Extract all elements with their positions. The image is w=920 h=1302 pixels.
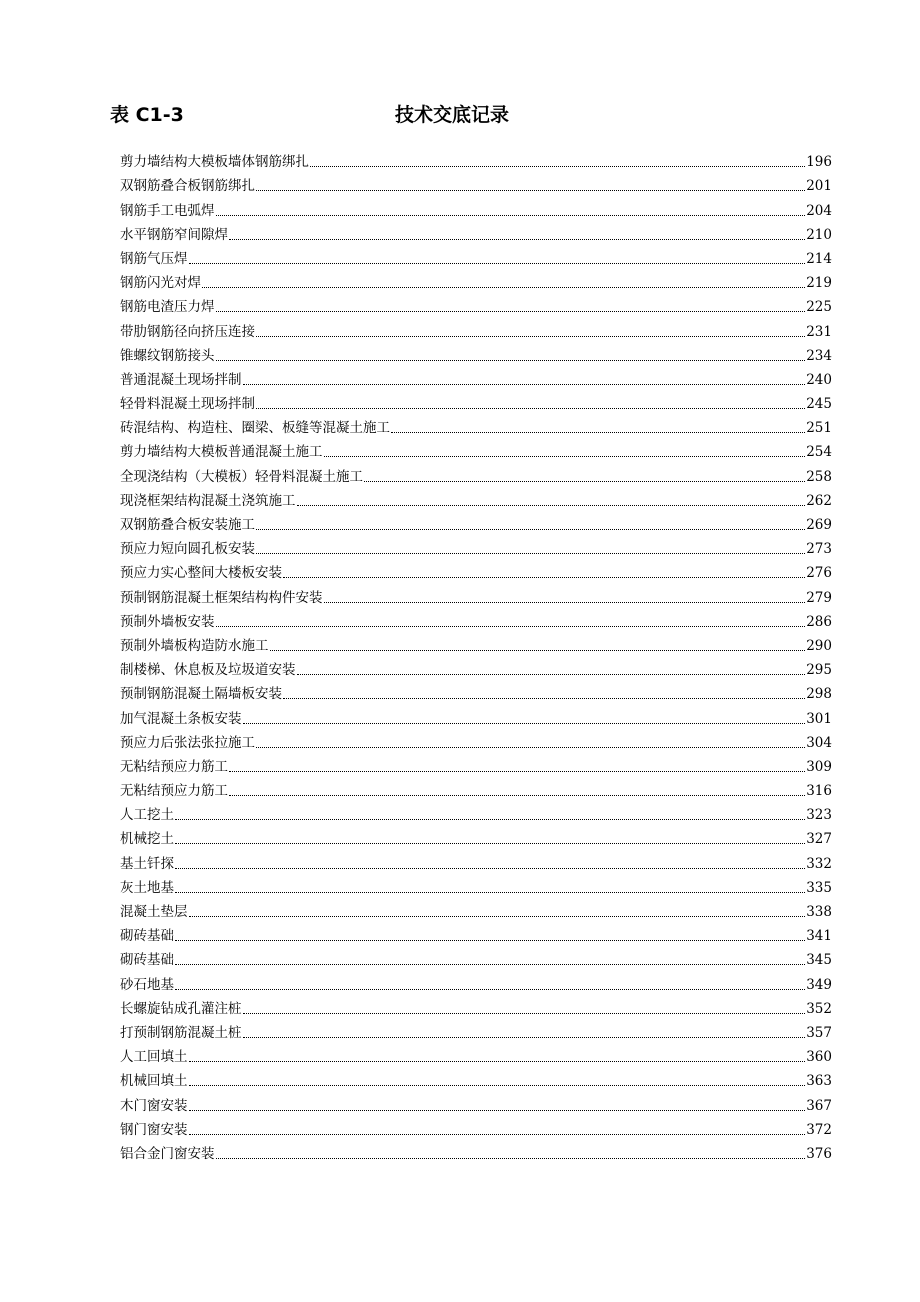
dot-leader xyxy=(243,383,806,385)
toc-entry-page-number: 341 xyxy=(806,928,832,945)
toc-entry[interactable] xyxy=(120,509,832,533)
toc-entry[interactable] xyxy=(120,388,832,412)
dot-leader xyxy=(216,1157,806,1159)
toc-entry-page-number: 349 xyxy=(806,976,832,993)
toc-entry[interactable] xyxy=(120,872,832,896)
toc-entry[interactable] xyxy=(120,146,832,170)
toc-entry-page-number: 286 xyxy=(806,613,832,630)
toc-entry-page-number: 332 xyxy=(806,855,832,872)
toc-entry-label: 基土钎探 xyxy=(120,855,174,872)
toc-entry-page-number: 372 xyxy=(806,1121,832,1138)
toc-entry-label: 长螺旋钻成孔灌注桩 xyxy=(120,1000,242,1017)
toc-entry[interactable] xyxy=(120,194,832,218)
toc-entry-label: 钢筋电渣压力焊 xyxy=(120,299,215,316)
dot-leader xyxy=(175,891,805,893)
dot-leader xyxy=(216,359,806,361)
toc-entry-label: 预制外墙板安装 xyxy=(120,613,215,630)
toc-entry[interactable] xyxy=(120,1065,832,1089)
toc-entry[interactable] xyxy=(120,485,832,509)
toc-entry-page-number: 335 xyxy=(806,879,832,896)
dot-leader xyxy=(175,842,805,844)
toc-entry-label: 钢筋闪光对焊 xyxy=(120,275,201,292)
toc-entry-page-number: 338 xyxy=(806,904,832,920)
toc-entry-label: 铝合金门窗安装 xyxy=(120,1145,215,1162)
toc-entry[interactable] xyxy=(120,751,832,775)
toc-entry[interactable] xyxy=(120,412,832,436)
dot-leader xyxy=(297,504,806,506)
toc-entry-label: 砂石地基 xyxy=(120,976,174,993)
toc-entry-label: 人工挖土 xyxy=(120,807,174,824)
toc-entry[interactable] xyxy=(120,993,832,1017)
toc-entry[interactable] xyxy=(120,267,832,291)
toc-entry-label: 灰土地基 xyxy=(120,879,174,896)
toc-entry-page-number: 273 xyxy=(806,541,832,558)
toc-entry-label: 预制钢筋混凝土框架结构构件安装 xyxy=(120,589,323,606)
toc-entry-label: 砌砖基础 xyxy=(120,952,174,969)
toc-entry-page-number: 352 xyxy=(806,1000,832,1017)
toc-entry-label: 钢筋气压焊 xyxy=(120,250,188,267)
toc-entry-page-number: 301 xyxy=(806,710,832,727)
dot-leader xyxy=(256,746,805,748)
toc-entry-label: 无粘结预应力筋工 xyxy=(120,783,228,800)
toc-entry-label: 预制外墙板构造防水施工 xyxy=(120,637,269,654)
toc-entry-label: 机械回填土 xyxy=(120,1073,188,1090)
dot-leader xyxy=(175,963,805,965)
toc-entry-label: 木门窗安装 xyxy=(120,1097,188,1114)
toc-entry[interactable] xyxy=(120,1041,832,1065)
toc-entry[interactable] xyxy=(120,630,832,654)
toc-entry-label: 普通混凝土现场拌制 xyxy=(120,371,242,388)
toc-entry-page-number: 304 xyxy=(806,734,832,751)
toc-entry-page-number: 357 xyxy=(806,1024,832,1041)
toc-entry-page-number: 316 xyxy=(806,783,832,800)
dot-leader xyxy=(189,262,806,264)
toc-entry[interactable] xyxy=(120,847,832,871)
toc-entry-label: 轻骨料混凝土现场拌制 xyxy=(120,396,255,413)
toc-entry[interactable] xyxy=(120,340,832,364)
dot-leader xyxy=(297,673,806,675)
toc-entry[interactable] xyxy=(120,727,832,751)
toc-entry-page-number: 269 xyxy=(806,517,832,533)
toc-entry[interactable] xyxy=(120,944,832,968)
toc-entry[interactable] xyxy=(120,654,832,678)
dot-leader xyxy=(175,818,805,820)
dot-leader xyxy=(283,576,805,578)
toc-entry[interactable] xyxy=(120,606,832,630)
toc-entry-page-number: 204 xyxy=(806,202,832,219)
dot-leader xyxy=(175,867,805,869)
toc-entry-label: 混凝土垫层 xyxy=(120,904,188,920)
toc-entry-label: 全现浇结构（大模板）轻骨料混凝土施工 xyxy=(120,468,363,485)
toc-entry-page-number: 254 xyxy=(806,444,832,461)
toc-entry[interactable] xyxy=(120,920,832,944)
dot-leader xyxy=(391,431,805,433)
toc-entry[interactable] xyxy=(120,364,832,388)
toc-entry-page-number: 245 xyxy=(806,396,832,413)
dot-leader xyxy=(229,770,805,772)
dot-leader xyxy=(229,794,805,796)
toc-entry[interactable] xyxy=(120,1089,832,1113)
toc-entry[interactable] xyxy=(120,799,832,823)
toc-entry-page-number: 210 xyxy=(806,226,832,243)
dot-leader xyxy=(256,407,805,409)
toc-entry-label: 双钢筋叠合板安装施工 xyxy=(120,517,255,533)
toc-entry-page-number: 214 xyxy=(806,250,832,267)
toc-entry-label: 锥螺纹钢筋接头 xyxy=(120,347,215,364)
dot-leader xyxy=(175,939,805,941)
toc-entry-label: 加气混凝土条板安装 xyxy=(120,710,242,727)
toc-entry-page-number: 327 xyxy=(806,831,832,848)
toc-entry-page-number: 290 xyxy=(806,637,832,654)
toc-entry-label: 制楼梯、休息板及垃圾道安装 xyxy=(120,662,296,679)
toc-entry-page-number: 219 xyxy=(806,275,832,292)
toc-entry[interactable] xyxy=(120,823,832,847)
toc-entry[interactable] xyxy=(120,968,832,992)
toc-entry-label: 预制钢筋混凝土隔墙板安装 xyxy=(120,686,282,703)
dot-leader xyxy=(202,286,805,288)
dot-leader xyxy=(324,455,806,457)
toc-entry-page-number: 363 xyxy=(806,1073,832,1090)
toc-entry-label: 剪力墙结构大模板普通混凝土施工 xyxy=(120,444,323,461)
toc-entry-page-number: 367 xyxy=(806,1097,832,1114)
toc-entry-page-number: 376 xyxy=(806,1145,832,1162)
toc-entry-page-number: 225 xyxy=(806,299,832,316)
toc-entry-label: 机械挖土 xyxy=(120,831,174,848)
toc-entry-page-number: 309 xyxy=(806,758,832,775)
dot-leader xyxy=(175,988,805,990)
dot-leader xyxy=(256,189,805,191)
dot-leader xyxy=(364,480,805,482)
toc-entry-label: 水平钢筋窄间隙焊 xyxy=(120,226,228,243)
dot-leader xyxy=(189,915,806,917)
toc-entry-page-number: 251 xyxy=(806,420,832,437)
toc-entry-label: 钢门窗安装 xyxy=(120,1121,188,1138)
toc-entry-page-number: 201 xyxy=(806,178,832,195)
toc-entry[interactable] xyxy=(120,460,832,484)
toc-entry[interactable] xyxy=(120,291,832,315)
toc-entry-label: 无粘结预应力筋工 xyxy=(120,758,228,775)
toc-entry[interactable] xyxy=(120,557,832,581)
toc-entry-label: 砖混结构、构造柱、圈梁、板缝等混凝土施工 xyxy=(120,420,390,437)
toc-entry-page-number: 262 xyxy=(806,492,832,509)
dot-leader xyxy=(243,1012,806,1014)
toc-entry[interactable] xyxy=(120,678,832,702)
toc-entry[interactable] xyxy=(120,702,832,726)
toc-entry[interactable] xyxy=(120,436,832,460)
table-of-contents xyxy=(120,146,832,1162)
dot-leader xyxy=(229,238,805,240)
toc-entry-page-number: 323 xyxy=(806,807,832,824)
toc-entry-label: 钢筋手工电弧焊 xyxy=(120,202,215,219)
toc-entry-page-number: 360 xyxy=(806,1049,832,1066)
toc-entry-label: 打预制钢筋混凝土桩 xyxy=(120,1024,242,1041)
toc-entry[interactable] xyxy=(120,1114,832,1138)
dot-leader xyxy=(324,601,806,603)
toc-entry-page-number: 258 xyxy=(806,468,832,485)
dot-leader xyxy=(256,528,805,530)
toc-entry-page-number: 196 xyxy=(806,154,832,171)
toc-entry-page-number: 231 xyxy=(806,323,832,340)
toc-entry-page-number: 279 xyxy=(806,589,832,606)
toc-entry-label: 预应力实心整间大楼板安装 xyxy=(120,565,282,582)
toc-entry-label: 双钢筋叠合板钢筋绑扎 xyxy=(120,178,255,195)
toc-entry[interactable] xyxy=(120,219,832,243)
toc-entry-page-number: 240 xyxy=(806,371,832,388)
toc-entry-page-number: 298 xyxy=(806,686,832,703)
toc-entry-label: 剪力墙结构大模板墙体钢筋绑扎 xyxy=(120,154,309,171)
dot-leader xyxy=(283,697,805,699)
toc-entry[interactable] xyxy=(120,775,832,799)
page-header xyxy=(110,100,830,130)
dot-leader xyxy=(216,625,806,627)
dot-leader xyxy=(216,214,806,216)
toc-entry-label: 人工回填土 xyxy=(120,1049,188,1066)
toc-entry[interactable] xyxy=(120,581,832,605)
toc-entry-label: 预应力短向圆孔板安装 xyxy=(120,541,255,558)
toc-entry[interactable] xyxy=(120,896,832,920)
toc-entry-page-number: 345 xyxy=(806,952,832,969)
dot-leader xyxy=(270,649,806,651)
dot-leader xyxy=(310,165,805,167)
dot-leader xyxy=(256,335,805,337)
toc-entry[interactable] xyxy=(120,243,832,267)
toc-entry[interactable] xyxy=(120,533,832,557)
form-number: 表 C1-3 xyxy=(110,104,184,126)
dot-leader xyxy=(243,722,806,724)
toc-entry-label: 带肋钢筋径向挤压连接 xyxy=(120,323,255,340)
dot-leader xyxy=(189,1133,806,1135)
toc-entry[interactable] xyxy=(120,1138,832,1162)
document-title: 技术交底记录 xyxy=(395,104,510,126)
toc-entry-page-number: 234 xyxy=(806,347,832,364)
dot-leader xyxy=(256,552,805,554)
dot-leader xyxy=(189,1109,806,1111)
toc-entry[interactable] xyxy=(120,1017,832,1041)
dot-leader xyxy=(189,1084,806,1086)
toc-entry-page-number: 295 xyxy=(806,662,832,679)
toc-entry[interactable] xyxy=(120,315,832,339)
toc-entry-page-number: 276 xyxy=(806,565,832,582)
dot-leader xyxy=(243,1036,806,1038)
toc-entry-label: 现浇框架结构混凝土浇筑施工 xyxy=(120,492,296,509)
dot-leader xyxy=(216,310,806,312)
dot-leader xyxy=(189,1060,806,1062)
toc-entry-label: 砌砖基础 xyxy=(120,928,174,945)
toc-entry-label: 预应力后张法张拉施工 xyxy=(120,734,255,751)
toc-entry[interactable] xyxy=(120,170,832,194)
